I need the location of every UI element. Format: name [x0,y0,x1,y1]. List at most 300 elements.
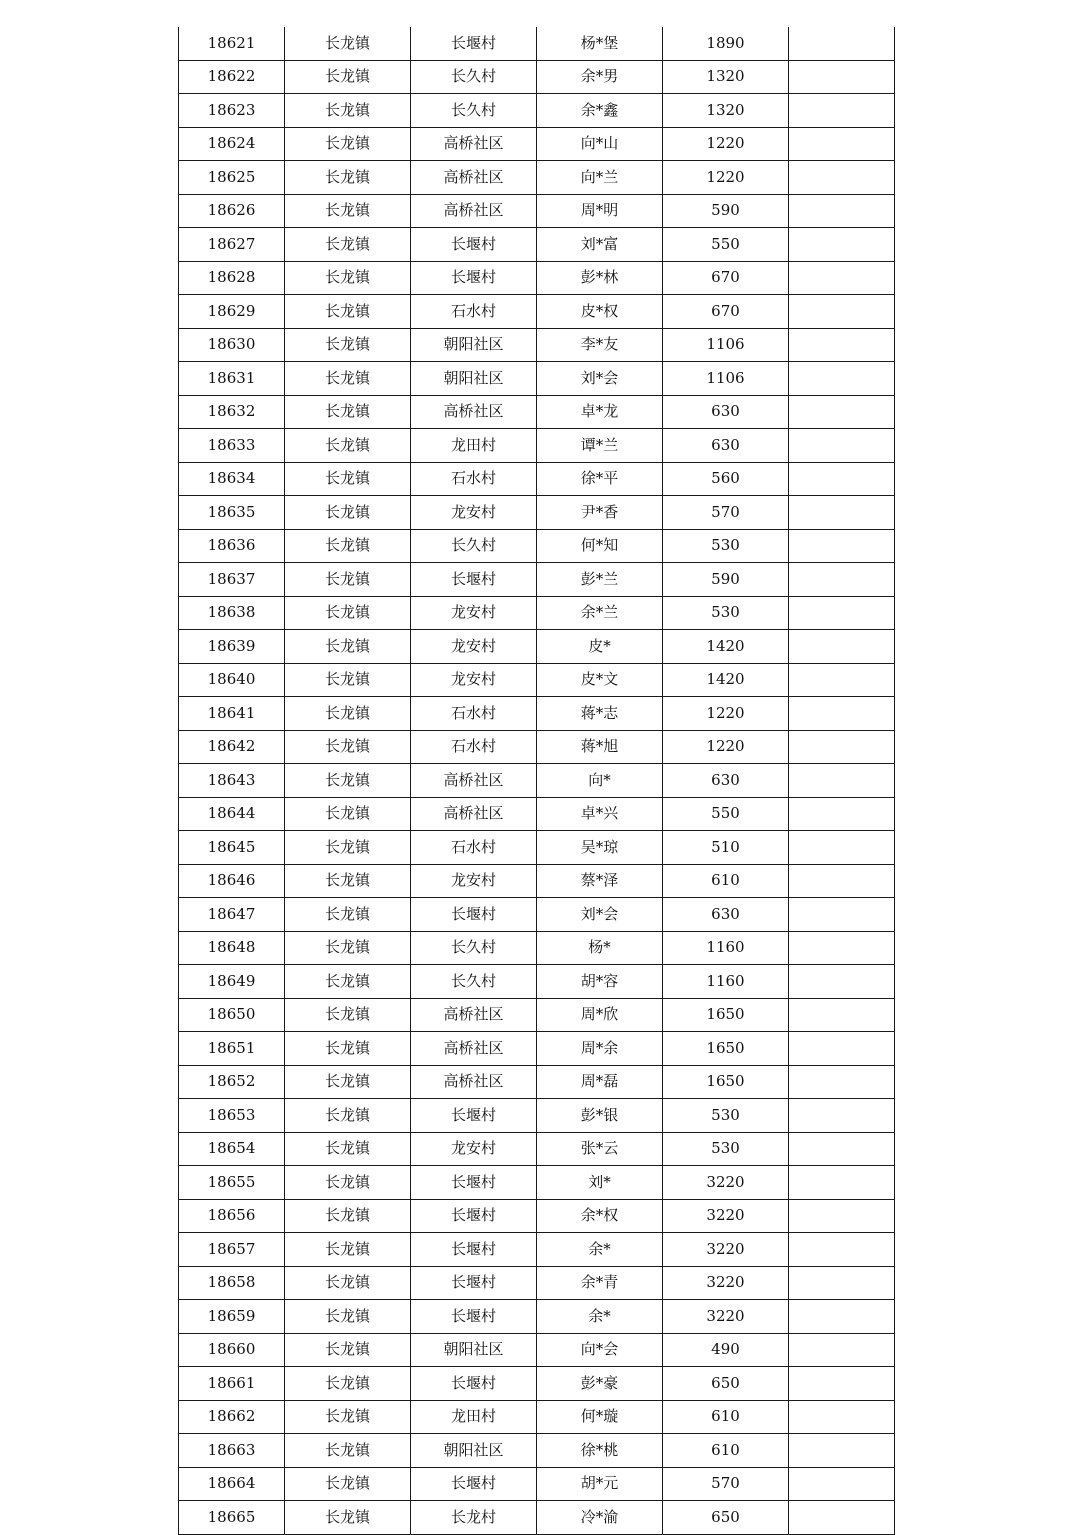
town-cell: 长龙镇 [285,60,411,94]
row-number-cell: 18665 [179,1501,285,1535]
village-cell: 朝阳社区 [411,362,537,396]
table-row [179,1501,895,1535]
town-cell: 长龙镇 [285,529,411,563]
amount-cell: 1650 [663,1032,789,1066]
remark-cell [789,194,895,228]
row-number-cell: 18633 [179,429,285,463]
town-cell: 长龙镇 [285,496,411,530]
amount-cell: 1220 [663,161,789,195]
remark-cell [789,362,895,396]
remark-cell [789,931,895,965]
person-name-cell: 冷*渝 [537,1501,663,1535]
amount-cell: 3220 [663,1266,789,1300]
town-cell: 长龙镇 [285,931,411,965]
town-cell: 长龙镇 [285,831,411,865]
table-row [179,1467,895,1501]
amount-cell: 630 [663,764,789,798]
amount-cell: 530 [663,529,789,563]
town-cell: 长龙镇 [285,1367,411,1401]
remark-cell [789,1467,895,1501]
row-number-cell: 18642 [179,730,285,764]
remark-cell [789,1434,895,1468]
person-name-cell: 张*云 [537,1132,663,1166]
table-row [179,228,895,262]
village-cell: 长堰村 [411,563,537,597]
village-cell: 长堰村 [411,1233,537,1267]
table-row [179,362,895,396]
table-row [179,1166,895,1200]
table-row [179,697,895,731]
remark-cell [789,1501,895,1535]
table-row [179,1065,895,1099]
table-row [179,395,895,429]
village-cell: 长堰村 [411,1166,537,1200]
row-number-cell: 18631 [179,362,285,396]
amount-cell: 650 [663,1501,789,1535]
person-name-cell: 周*明 [537,194,663,228]
row-number-cell: 18635 [179,496,285,530]
row-number-cell: 18658 [179,1266,285,1300]
row-number-cell: 18659 [179,1300,285,1334]
village-cell: 石水村 [411,462,537,496]
row-number-cell: 18644 [179,797,285,831]
table-row [179,1300,895,1334]
town-cell: 长龙镇 [285,1132,411,1166]
amount-cell: 530 [663,1132,789,1166]
village-cell: 龙安村 [411,1132,537,1166]
row-number-cell: 18660 [179,1333,285,1367]
table-row [179,1032,895,1066]
table-row [179,797,895,831]
row-number-cell: 18654 [179,1132,285,1166]
person-name-cell: 彭*兰 [537,563,663,597]
table-row [179,764,895,798]
town-cell: 长龙镇 [285,1099,411,1133]
amount-cell: 610 [663,1434,789,1468]
town-cell: 长龙镇 [285,1233,411,1267]
row-number-cell: 18640 [179,663,285,697]
row-number-cell: 18625 [179,161,285,195]
person-name-cell: 卓*兴 [537,797,663,831]
amount-cell: 3220 [663,1233,789,1267]
person-name-cell: 刘* [537,1166,663,1200]
amount-cell: 560 [663,462,789,496]
village-cell: 长堰村 [411,1199,537,1233]
row-number-cell: 18664 [179,1467,285,1501]
amount-cell: 1320 [663,60,789,94]
table-row [179,931,895,965]
village-cell: 朝阳社区 [411,1333,537,1367]
remark-cell [789,395,895,429]
table-row [179,1266,895,1300]
amount-cell: 1160 [663,931,789,965]
town-cell: 长龙镇 [285,1434,411,1468]
remark-cell [789,1099,895,1133]
row-number-cell: 18643 [179,764,285,798]
row-number-cell: 18647 [179,898,285,932]
person-name-cell: 谭*兰 [537,429,663,463]
table-row [179,462,895,496]
village-cell: 龙安村 [411,663,537,697]
remark-cell [789,1300,895,1334]
amount-cell: 1220 [663,697,789,731]
amount-cell: 1320 [663,94,789,128]
row-number-cell: 18638 [179,596,285,630]
table-row [179,1199,895,1233]
row-number-cell: 18655 [179,1166,285,1200]
village-cell: 高桥社区 [411,161,537,195]
person-name-cell: 余* [537,1300,663,1334]
row-number-cell: 18623 [179,94,285,128]
village-cell: 龙安村 [411,864,537,898]
amount-cell: 570 [663,496,789,530]
amount-cell: 670 [663,261,789,295]
town-cell: 长龙镇 [285,161,411,195]
person-name-cell: 向*兰 [537,161,663,195]
town-cell: 长龙镇 [285,328,411,362]
town-cell: 长龙镇 [285,1400,411,1434]
remark-cell [789,1132,895,1166]
person-name-cell: 蔡*泽 [537,864,663,898]
remark-cell [789,1166,895,1200]
person-name-cell: 何*璇 [537,1400,663,1434]
village-cell: 长堰村 [411,898,537,932]
town-cell: 长龙镇 [285,261,411,295]
remark-cell [789,127,895,161]
town-cell: 长龙镇 [285,1501,411,1535]
person-name-cell: 余*青 [537,1266,663,1300]
table-row [179,898,895,932]
town-cell: 长龙镇 [285,730,411,764]
remark-cell [789,965,895,999]
row-number-cell: 18622 [179,60,285,94]
village-cell: 长堰村 [411,261,537,295]
table-row [179,1367,895,1401]
town-cell: 长龙镇 [285,1333,411,1367]
table-row [179,864,895,898]
person-name-cell: 蒋*旭 [537,730,663,764]
table-row [179,60,895,94]
village-cell: 长堰村 [411,1300,537,1334]
table-row [179,1132,895,1166]
table-row [179,27,895,60]
remark-cell [789,831,895,865]
table-row [179,261,895,295]
town-cell: 长龙镇 [285,1266,411,1300]
amount-cell: 1160 [663,965,789,999]
row-number-cell: 18636 [179,529,285,563]
row-number-cell: 18632 [179,395,285,429]
amount-cell: 3220 [663,1166,789,1200]
amount-cell: 1890 [663,27,789,60]
remark-cell [789,864,895,898]
village-cell: 高桥社区 [411,194,537,228]
person-name-cell: 胡*容 [537,965,663,999]
remark-cell [789,94,895,128]
remark-cell [789,261,895,295]
person-name-cell: 彭*银 [537,1099,663,1133]
town-cell: 长龙镇 [285,697,411,731]
remark-cell [789,1333,895,1367]
person-name-cell: 周*余 [537,1032,663,1066]
town-cell: 长龙镇 [285,965,411,999]
person-name-cell: 胡*元 [537,1467,663,1501]
person-name-cell: 尹*香 [537,496,663,530]
remark-cell [789,295,895,329]
table-row [179,1099,895,1133]
amount-cell: 1220 [663,127,789,161]
amount-cell: 1220 [663,730,789,764]
table-row [179,496,895,530]
amount-cell: 3220 [663,1199,789,1233]
village-cell: 朝阳社区 [411,1434,537,1468]
town-cell: 长龙镇 [285,127,411,161]
table-row [179,1400,895,1434]
amount-cell: 1420 [663,663,789,697]
table-row [179,998,895,1032]
amount-cell: 1420 [663,630,789,664]
amount-cell: 590 [663,194,789,228]
person-name-cell: 李*友 [537,328,663,362]
row-number-cell: 18628 [179,261,285,295]
table-row [179,127,895,161]
table-row [179,94,895,128]
table-row [179,1333,895,1367]
person-name-cell: 何*知 [537,529,663,563]
person-name-cell: 余*兰 [537,596,663,630]
amount-cell: 590 [663,563,789,597]
town-cell: 长龙镇 [285,1065,411,1099]
person-name-cell: 彭*豪 [537,1367,663,1401]
amount-cell: 1106 [663,362,789,396]
table-row [179,630,895,664]
row-number-cell: 18621 [179,27,285,60]
village-cell: 长久村 [411,60,537,94]
village-cell: 石水村 [411,730,537,764]
row-number-cell: 18629 [179,295,285,329]
village-cell: 龙安村 [411,596,537,630]
row-number-cell: 18626 [179,194,285,228]
amount-cell: 1650 [663,1065,789,1099]
town-cell: 长龙镇 [285,1032,411,1066]
town-cell: 长龙镇 [285,663,411,697]
amount-cell: 670 [663,295,789,329]
village-cell: 长久村 [411,965,537,999]
person-name-cell: 周*磊 [537,1065,663,1099]
remark-cell [789,1065,895,1099]
village-cell: 长堰村 [411,228,537,262]
village-cell: 石水村 [411,831,537,865]
remark-cell [789,663,895,697]
town-cell: 长龙镇 [285,1199,411,1233]
town-cell: 长龙镇 [285,630,411,664]
person-name-cell: 余*男 [537,60,663,94]
remark-cell [789,563,895,597]
village-cell: 高桥社区 [411,998,537,1032]
village-cell: 龙安村 [411,496,537,530]
amount-cell: 1106 [663,328,789,362]
amount-cell: 530 [663,1099,789,1133]
table-row [179,730,895,764]
remark-cell [789,764,895,798]
table-row [179,328,895,362]
remark-cell [789,228,895,262]
village-cell: 龙田村 [411,429,537,463]
person-name-cell: 刘*会 [537,362,663,396]
table-body [179,27,895,1534]
remark-cell [789,60,895,94]
person-name-cell: 余*权 [537,1199,663,1233]
town-cell: 长龙镇 [285,1300,411,1334]
row-number-cell: 18641 [179,697,285,731]
village-cell: 长堰村 [411,27,537,60]
row-number-cell: 18624 [179,127,285,161]
person-name-cell: 蒋*志 [537,697,663,731]
town-cell: 长龙镇 [285,194,411,228]
village-cell: 长龙村 [411,1501,537,1535]
remark-cell [789,328,895,362]
remark-cell [789,1266,895,1300]
remark-cell [789,596,895,630]
remark-cell [789,898,895,932]
village-cell: 长久村 [411,529,537,563]
row-number-cell: 18630 [179,328,285,362]
row-number-cell: 18639 [179,630,285,664]
row-number-cell: 18650 [179,998,285,1032]
table-row [179,1233,895,1267]
town-cell: 长龙镇 [285,94,411,128]
row-number-cell: 18657 [179,1233,285,1267]
table-row [179,429,895,463]
town-cell: 长龙镇 [285,1467,411,1501]
town-cell: 长龙镇 [285,228,411,262]
person-name-cell: 向* [537,764,663,798]
table-row [179,161,895,195]
person-name-cell: 彭*林 [537,261,663,295]
amount-cell: 610 [663,1400,789,1434]
table-row [179,663,895,697]
person-name-cell: 向*会 [537,1333,663,1367]
row-number-cell: 18634 [179,462,285,496]
remark-cell [789,730,895,764]
remark-cell [789,1233,895,1267]
village-cell: 朝阳社区 [411,328,537,362]
village-cell: 高桥社区 [411,395,537,429]
person-name-cell: 皮* [537,630,663,664]
remark-cell [789,496,895,530]
person-name-cell: 杨*堡 [537,27,663,60]
amount-cell: 510 [663,831,789,865]
remark-cell [789,161,895,195]
row-number-cell: 18627 [179,228,285,262]
person-name-cell: 杨* [537,931,663,965]
town-cell: 长龙镇 [285,864,411,898]
person-name-cell: 皮*权 [537,295,663,329]
row-number-cell: 18637 [179,563,285,597]
row-number-cell: 18652 [179,1065,285,1099]
village-cell: 长堰村 [411,1467,537,1501]
amount-cell: 650 [663,1367,789,1401]
row-number-cell: 18646 [179,864,285,898]
remark-cell [789,797,895,831]
row-number-cell: 18649 [179,965,285,999]
remark-cell [789,697,895,731]
town-cell: 长龙镇 [285,563,411,597]
table-row [179,596,895,630]
remark-cell [789,1400,895,1434]
table-row [179,529,895,563]
town-cell: 长龙镇 [285,295,411,329]
village-cell: 石水村 [411,697,537,731]
village-cell: 高桥社区 [411,764,537,798]
amount-cell: 610 [663,864,789,898]
village-cell: 长堰村 [411,1099,537,1133]
amount-cell: 3220 [663,1300,789,1334]
person-name-cell: 余*鑫 [537,94,663,128]
amount-cell: 550 [663,797,789,831]
table-row [179,1434,895,1468]
person-name-cell: 卓*龙 [537,395,663,429]
village-cell: 龙安村 [411,630,537,664]
person-name-cell: 吴*琼 [537,831,663,865]
person-name-cell: 刘*富 [537,228,663,262]
amount-cell: 570 [663,1467,789,1501]
person-name-cell: 刘*会 [537,898,663,932]
town-cell: 长龙镇 [285,1166,411,1200]
row-number-cell: 18648 [179,931,285,965]
village-cell: 长堰村 [411,1266,537,1300]
remark-cell [789,998,895,1032]
table-row [179,563,895,597]
table-row [179,194,895,228]
table-row [179,831,895,865]
town-cell: 长龙镇 [285,898,411,932]
amount-cell: 490 [663,1333,789,1367]
amount-cell: 630 [663,429,789,463]
table-row [179,965,895,999]
town-cell: 长龙镇 [285,429,411,463]
village-cell: 石水村 [411,295,537,329]
village-cell: 高桥社区 [411,1032,537,1066]
table-row [179,295,895,329]
village-cell: 长久村 [411,94,537,128]
person-name-cell: 皮*文 [537,663,663,697]
village-cell: 长堰村 [411,1367,537,1401]
town-cell: 长龙镇 [285,764,411,798]
remark-cell [789,529,895,563]
person-name-cell: 余* [537,1233,663,1267]
amount-cell: 630 [663,395,789,429]
row-number-cell: 18661 [179,1367,285,1401]
person-name-cell: 周*欣 [537,998,663,1032]
row-number-cell: 18645 [179,831,285,865]
remark-cell [789,1032,895,1066]
town-cell: 长龙镇 [285,362,411,396]
town-cell: 长龙镇 [285,27,411,60]
town-cell: 长龙镇 [285,998,411,1032]
town-cell: 长龙镇 [285,395,411,429]
remark-cell [789,1367,895,1401]
village-cell: 长久村 [411,931,537,965]
row-number-cell: 18656 [179,1199,285,1233]
remark-cell [789,1199,895,1233]
town-cell: 长龙镇 [285,797,411,831]
person-name-cell: 向*山 [537,127,663,161]
amount-cell: 550 [663,228,789,262]
village-cell: 高桥社区 [411,1065,537,1099]
amount-cell: 1650 [663,998,789,1032]
amount-cell: 530 [663,596,789,630]
